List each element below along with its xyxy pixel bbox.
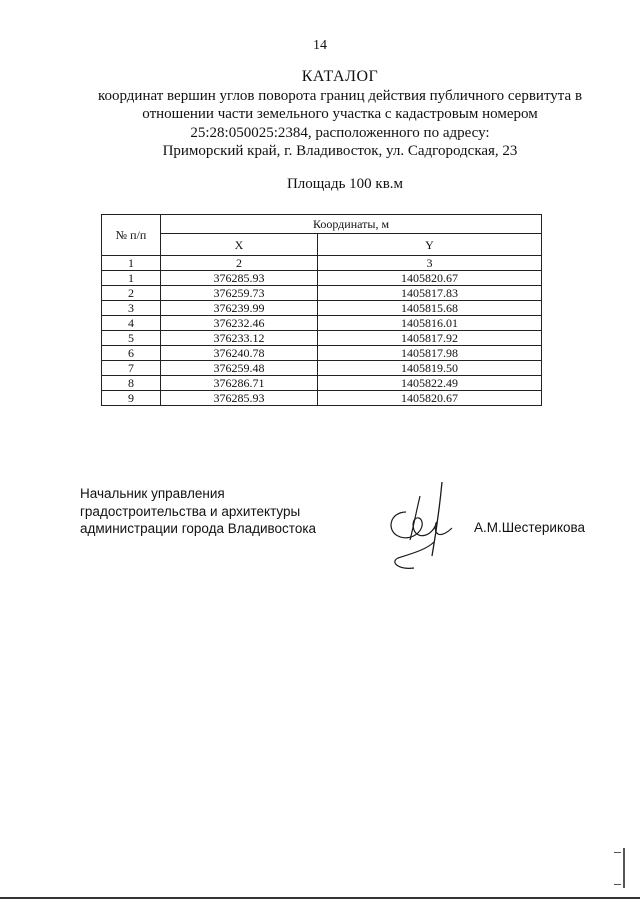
catalog-subtitle-line-1: координат вершин углов поворота границ действия публичного сервитута в	[97, 87, 583, 104]
scan-mark	[614, 884, 621, 885]
area-label: Площадь 100 кв.м	[286, 176, 404, 192]
column-index-cell: 3	[318, 256, 542, 271]
catalog-title: КАТАЛОГ	[301, 68, 379, 85]
coordinates-table	[101, 214, 542, 406]
column-index-cell: 2	[161, 256, 318, 271]
row-number-cell: 6	[102, 346, 161, 361]
scan-mark	[614, 852, 621, 853]
column-index-row	[102, 256, 542, 271]
x-coordinate-cell: 376232.46	[161, 316, 318, 331]
x-coordinate-cell: 376285.93	[161, 271, 318, 286]
signatory-name: А.М.Шестерикова	[474, 520, 586, 535]
x-coordinate-cell: 376240.78	[161, 346, 318, 361]
scan-edge-line	[0, 897, 640, 899]
catalog-subtitle-line-3: 25:28:050025:2384, расположенного по адресу:	[190, 124, 490, 141]
table-row	[102, 331, 542, 346]
y-coordinate-cell: 1405819.50	[318, 361, 542, 376]
table-row	[102, 286, 542, 301]
row-number-cell: 3	[102, 301, 161, 316]
y-coordinate-cell: 1405817.83	[318, 286, 542, 301]
row-number-cell: 8	[102, 376, 161, 391]
row-number-cell: 1	[102, 271, 161, 286]
table-row	[102, 376, 542, 391]
catalog-subtitle-line-2: отношении части земельного участка с кадастровым номером	[142, 106, 538, 122]
row-number-cell: 4	[102, 316, 161, 331]
column-header-coordinates: Координаты, м	[161, 215, 542, 234]
handwritten-signature	[380, 478, 470, 578]
y-coordinate-cell: 1405817.92	[318, 331, 542, 346]
x-coordinate-cell: 376259.73	[161, 286, 318, 301]
y-coordinate-cell: 1405816.01	[318, 316, 542, 331]
row-number-cell: 7	[102, 361, 161, 376]
y-coordinate-cell: 1405820.67	[318, 391, 542, 406]
signatory-position-line-3: администрации города Владивостока	[80, 521, 317, 536]
column-header-y: Y	[318, 234, 542, 256]
column-header-x: X	[161, 234, 318, 256]
catalog-title-block	[60, 68, 620, 161]
column-index-cell: 1	[102, 256, 161, 271]
y-coordinate-cell: 1405822.49	[318, 376, 542, 391]
y-coordinate-cell: 1405815.68	[318, 301, 542, 316]
x-coordinate-cell: 376233.12	[161, 331, 318, 346]
x-coordinate-cell: 376285.93	[161, 391, 318, 406]
x-coordinate-cell: 376286.71	[161, 376, 318, 391]
row-number-cell: 2	[102, 286, 161, 301]
signatory-position	[80, 485, 316, 538]
table-row	[102, 301, 542, 316]
signatory-position-line-1: Начальник управления	[80, 486, 225, 501]
catalog-address: Приморский край, г. Владивосток, ул. Садгородская, 23	[162, 143, 518, 159]
y-coordinate-cell: 1405817.98	[318, 346, 542, 361]
scan-mark	[623, 848, 625, 888]
x-coordinate-cell: 376239.99	[161, 301, 318, 316]
x-coordinate-cell: 376259.48	[161, 361, 318, 376]
y-coordinate-cell: 1405820.67	[318, 271, 542, 286]
table-row	[102, 316, 542, 331]
table-row	[102, 391, 542, 406]
row-number-cell: 5	[102, 331, 161, 346]
column-header-number: № п/п	[102, 215, 161, 256]
page-number: 14	[313, 38, 327, 53]
row-number-cell: 9	[102, 391, 161, 406]
table-row	[102, 271, 542, 286]
signatory-position-line-2: градостроительства и архитектуры	[80, 503, 301, 519]
table-row	[102, 361, 542, 376]
table-row	[102, 346, 542, 361]
